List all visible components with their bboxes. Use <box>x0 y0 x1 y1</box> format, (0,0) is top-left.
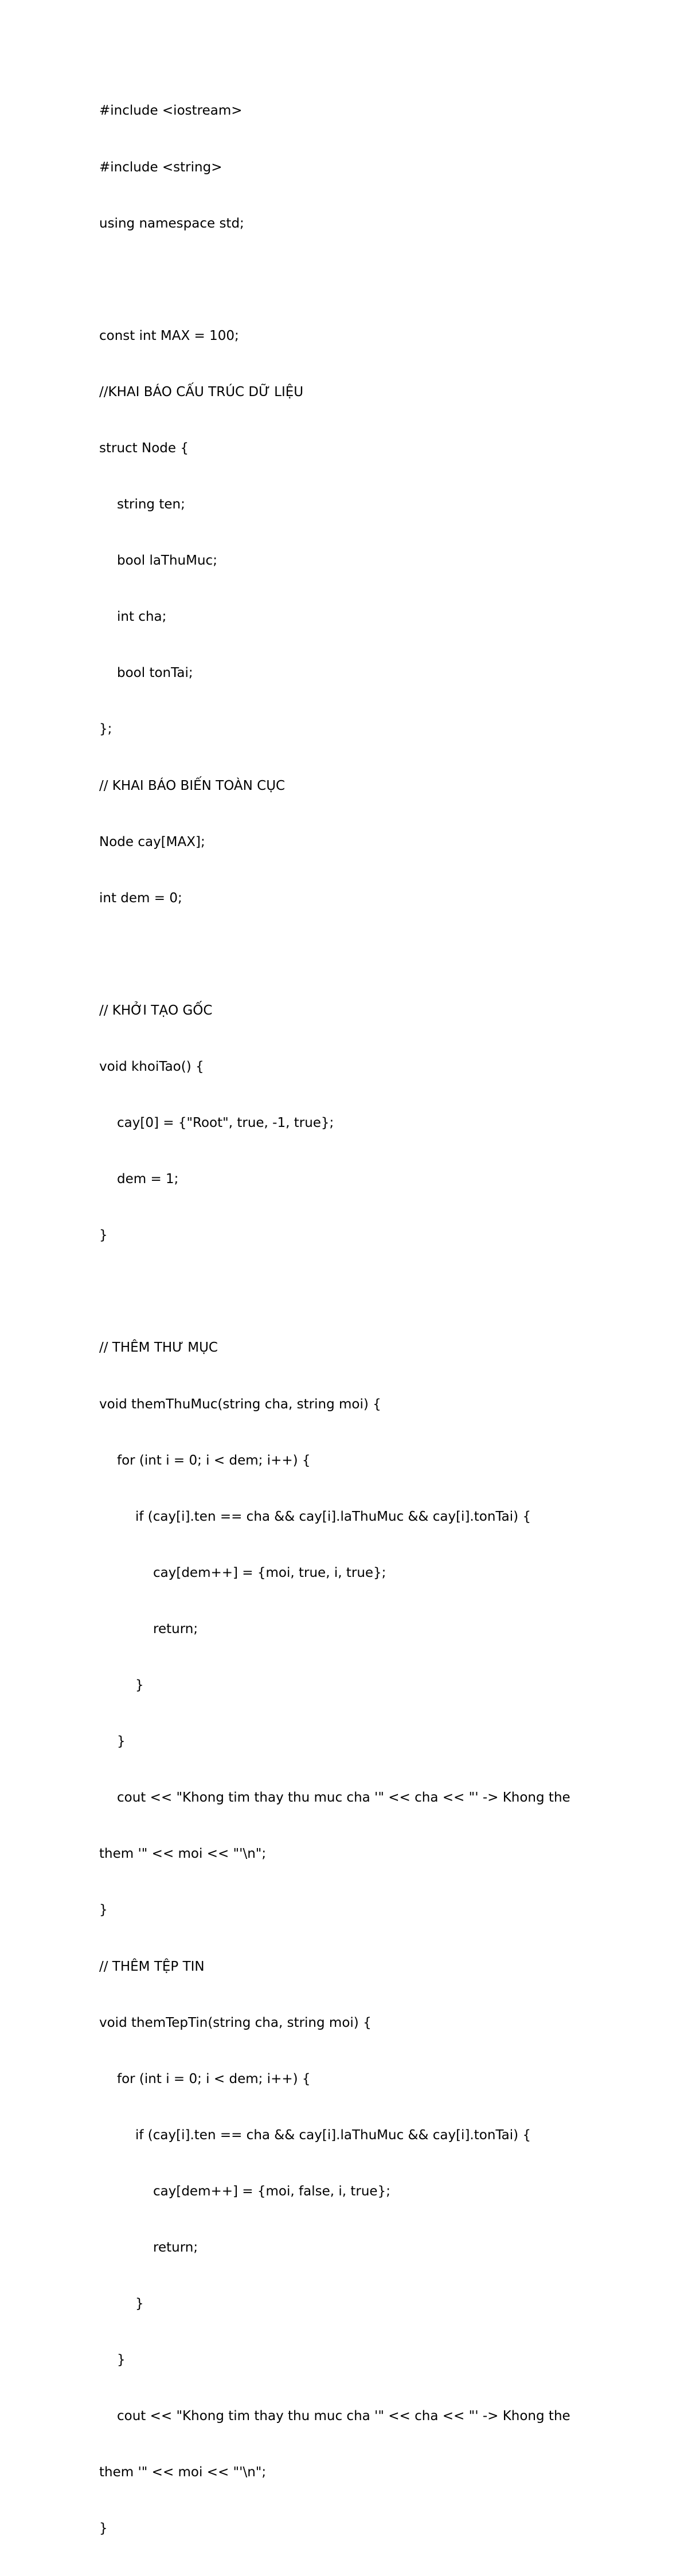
code-line-38: cay[dem++] = {moi, false, i, true}; <box>153 2183 390 2199</box>
code-line-10: int cha; <box>117 609 167 625</box>
code-line-30: } <box>117 1734 126 1749</box>
code-line-44: } <box>99 2521 108 2536</box>
code-line-2: #include <string> <box>99 159 222 175</box>
code-line-9: bool laThuMuc; <box>117 553 217 569</box>
code-line-39: return; <box>153 2240 198 2255</box>
comment-line-add-file: // THÊM TỆP TIN <box>99 1959 205 1974</box>
code-line-19: cay[0] = {"Root", true, -1, true}; <box>117 1115 334 1131</box>
code-line-31: cout << "Khong tim thay thu muc cha '" << cha << "' -> Khong the <box>117 1790 570 1806</box>
code-line-25: for (int i = 0; i < dem; i++) { <box>117 1453 311 1468</box>
comment-line-data-structure: //KHAI BÁO CẤU TRÚC DỮ LIỆU <box>99 384 304 400</box>
code-line-37: if (cay[i].ten == cha && cay[i].laThuMuc && cay[i].tonTai) { <box>135 2127 531 2143</box>
code-line-15: int dem = 0; <box>99 890 182 906</box>
code-line-29: } <box>135 1678 144 1693</box>
code-line-36: for (int i = 0; i < dem; i++) { <box>117 2071 311 2086</box>
code-line-20: dem = 1; <box>117 1172 179 1187</box>
code-line-14: Node cay[MAX]; <box>99 834 205 849</box>
comment-line-global-vars: // KHAI BÁO BIẾN TOÀN CỤC <box>99 778 286 793</box>
code-line-28: return; <box>153 1621 198 1637</box>
blank-line <box>99 1282 615 1301</box>
code-line-41: } <box>117 2352 126 2368</box>
blank-line <box>99 271 615 289</box>
code-line-18: void khoiTao() { <box>99 1059 204 1074</box>
code-line-33: } <box>99 1902 108 1918</box>
code-line-3: using namespace std; <box>99 216 244 231</box>
code-line-27: cay[dem++] = {moi, true, i, true}; <box>153 1565 386 1580</box>
code-line-35: void themTepTin(string cha, string moi) { <box>99 2015 372 2030</box>
code-line-43: them '" << moi << "'\n"; <box>99 2465 267 2480</box>
code-line-7: struct Node { <box>99 440 189 456</box>
code-line-1: #include <iostream> <box>99 103 243 119</box>
code-line-8: string ten; <box>117 497 185 512</box>
code-line-40: } <box>135 2296 144 2312</box>
code-line-24: void themThuMuc(string cha, string moi) { <box>99 1396 381 1412</box>
comment-line-init-root: // KHỞI TẠO GỐC <box>99 1003 213 1018</box>
code-listing <box>99 64 615 2576</box>
code-line-12: }; <box>99 722 112 737</box>
code-line-5: const int MAX = 100; <box>99 328 239 343</box>
code-line-32: them '" << moi << "'\n"; <box>99 1846 267 1862</box>
code-line-21: } <box>99 1228 108 1243</box>
code-line-42: cout << "Khong tim thay thu muc cha '" << cha << "' -> Khong the <box>117 2409 570 2424</box>
code-line-11: bool tonTai; <box>117 665 193 681</box>
blank-line <box>99 945 615 964</box>
comment-line-add-folder: // THÊM THƯ MỤC <box>99 1340 218 1356</box>
code-line-26: if (cay[i].ten == cha && cay[i].laThuMuc && cay[i].tonTai) { <box>135 1509 531 1524</box>
